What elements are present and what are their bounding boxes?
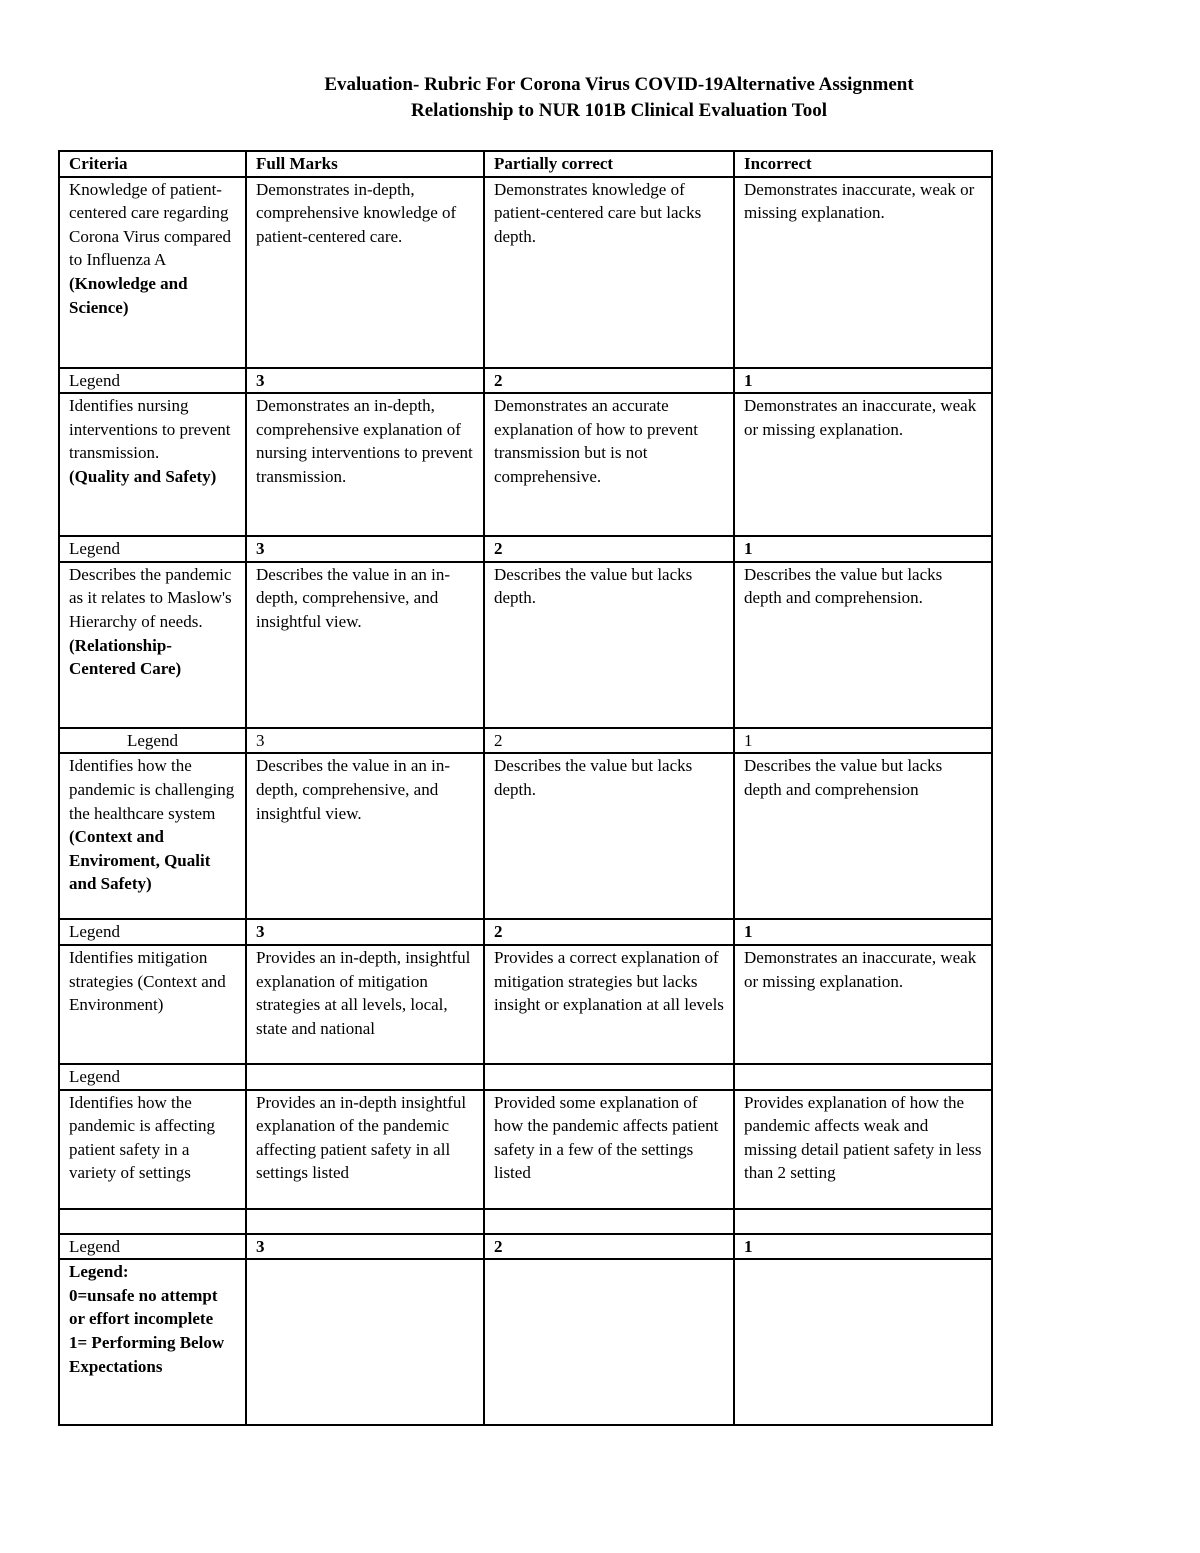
header-incorrect: Incorrect	[734, 151, 992, 177]
legend-row	[59, 728, 992, 754]
legend-score-3: 3	[246, 728, 484, 754]
full-marks-cell: Describes the value in an in-depth, comprehensive, and insightful view.	[246, 562, 484, 728]
empty-cell	[246, 1209, 484, 1234]
incorrect-cell: Provides explanation of how the pandemic affects weak and missing detail patient safety in less than 2 setting	[734, 1090, 992, 1209]
empty-cell	[734, 1209, 992, 1234]
criteria-text: Identifies how the pandemic is challenging the healthcare system	[69, 756, 235, 823]
incorrect-cell: Demonstrates an inaccurate, weak or missing explanation.	[734, 393, 992, 536]
criteria-tag: (Context and Enviroment, Qualit and Safety)	[69, 827, 211, 894]
empty-row	[59, 1209, 992, 1234]
legend-score-1	[734, 1064, 992, 1090]
legend-score-2: 2	[484, 919, 734, 945]
legend-score-2	[484, 1064, 734, 1090]
legend-row	[59, 919, 992, 945]
full-marks-cell: Demonstrates in-depth, comprehensive knowledge of patient-centered care.	[246, 177, 484, 368]
empty-cell	[484, 1259, 734, 1425]
partial-cell: Provides a correct explanation of mitigation strategies but lacks insight or explanation at all levels	[484, 945, 734, 1064]
legend-score-1: 1	[734, 368, 992, 394]
criteria-cell	[59, 393, 246, 536]
legend-score-3: 3	[246, 536, 484, 562]
legend-label: Legend	[59, 728, 246, 754]
empty-cell	[734, 1259, 992, 1425]
criteria-cell: Identifies how the pandemic is affecting patient safety in a variety of settings	[59, 1090, 246, 1209]
partial-cell: Demonstrates knowledge of patient-centered care but lacks depth.	[484, 177, 734, 368]
legend-label: Legend	[59, 536, 246, 562]
full-marks-cell: Provides an in-depth, insightful explanation of mitigation strategies at all levels, local, state and national	[246, 945, 484, 1064]
rubric-table	[58, 150, 993, 1426]
partial-cell: Demonstrates an accurate explanation of how to prevent transmission but is not comprehensive.	[484, 393, 734, 536]
legend-score-2: 2	[484, 536, 734, 562]
document-title-line-2: Relationship to NUR 101B Clinical Evaluation Tool	[411, 100, 827, 121]
legend-score-2: 2	[484, 1234, 734, 1260]
full-marks-cell: Demonstrates an in-depth, comprehensive explanation of nursing interventions to prevent transmission.	[246, 393, 484, 536]
legend-score-1: 1	[734, 1234, 992, 1260]
legend-row	[59, 536, 992, 562]
legend-row	[59, 368, 992, 394]
criteria-cell	[59, 753, 246, 919]
legend-label: Legend	[59, 1064, 246, 1090]
legend-label: Legend	[59, 1234, 246, 1260]
legend-score-1: 1	[734, 728, 992, 754]
criteria-row	[59, 945, 992, 1064]
criteria-cell	[59, 177, 246, 368]
document-title-line-1: Evaluation- Rubric For Corona Virus COVID-19Alternative Assignment	[324, 74, 914, 95]
empty-cell	[59, 1209, 246, 1234]
legend-score-3: 3	[246, 368, 484, 394]
legend-score-1: 1	[734, 536, 992, 562]
header-full-marks: Full Marks	[246, 151, 484, 177]
criteria-tag: (Relationship-Centered Care)	[69, 635, 182, 679]
legend-score-2: 2	[484, 368, 734, 394]
criteria-cell: Identifies mitigation strategies (Context and Environment)	[59, 945, 246, 1064]
criteria-tag: (Knowledge and Science)	[69, 273, 188, 317]
header-partially-correct: Partially correct	[484, 151, 734, 177]
legend-label: Legend	[59, 919, 246, 945]
full-marks-cell: Provides an in-depth insightful explanation of the pandemic affecting patient safety in all settings listed	[246, 1090, 484, 1209]
legend-score-3	[246, 1064, 484, 1090]
empty-cell	[484, 1209, 734, 1234]
criteria-text: Knowledge of patient-centered care regarding Corona Virus compared to Influenza A	[69, 179, 232, 270]
criteria-text: Identifies nursing interventions to prevent transmission.	[69, 396, 231, 463]
criteria-row	[59, 177, 992, 368]
legend-label: Legend	[59, 368, 246, 394]
legend-score-1: 1	[734, 919, 992, 945]
legend-score-3: 3	[246, 1234, 484, 1260]
criteria-row	[59, 753, 992, 919]
criteria-tag: (Quality and Safety)	[69, 466, 217, 486]
header-criteria: Criteria	[59, 151, 246, 177]
legend-row	[59, 1064, 992, 1090]
legend-row	[59, 1234, 992, 1260]
legend-score-2: 2	[484, 728, 734, 754]
partial-cell: Describes the value but lacks depth.	[484, 562, 734, 728]
legend-score-3: 3	[246, 919, 484, 945]
partial-cell: Describes the value but lacks depth.	[484, 753, 734, 919]
partial-cell: Provided some explanation of how the pandemic affects patient safety in a few of the settings listed	[484, 1090, 734, 1209]
incorrect-cell: Describes the value but lacks depth and comprehension.	[734, 562, 992, 728]
criteria-row	[59, 393, 992, 536]
full-marks-cell: Describes the value in an in-depth, comprehensive, and insightful view.	[246, 753, 484, 919]
incorrect-cell: Demonstrates an inaccurate, weak or missing explanation.	[734, 945, 992, 1064]
incorrect-cell: Describes the value but lacks depth and comprehension	[734, 753, 992, 919]
incorrect-cell: Demonstrates inaccurate, weak or missing explanation.	[734, 177, 992, 368]
footer-legend: Legend: 0=unsafe no attempt or effort incomplete 1= Performing Below Expectations	[59, 1259, 246, 1425]
footer-legend-row	[59, 1259, 992, 1425]
criteria-cell	[59, 562, 246, 728]
criteria-row	[59, 562, 992, 728]
empty-cell	[246, 1259, 484, 1425]
criteria-row	[59, 1090, 992, 1209]
header-row	[59, 151, 992, 177]
criteria-text: Describes the pandemic as it relates to Maslow's Hierarchy of needs.	[69, 564, 232, 631]
